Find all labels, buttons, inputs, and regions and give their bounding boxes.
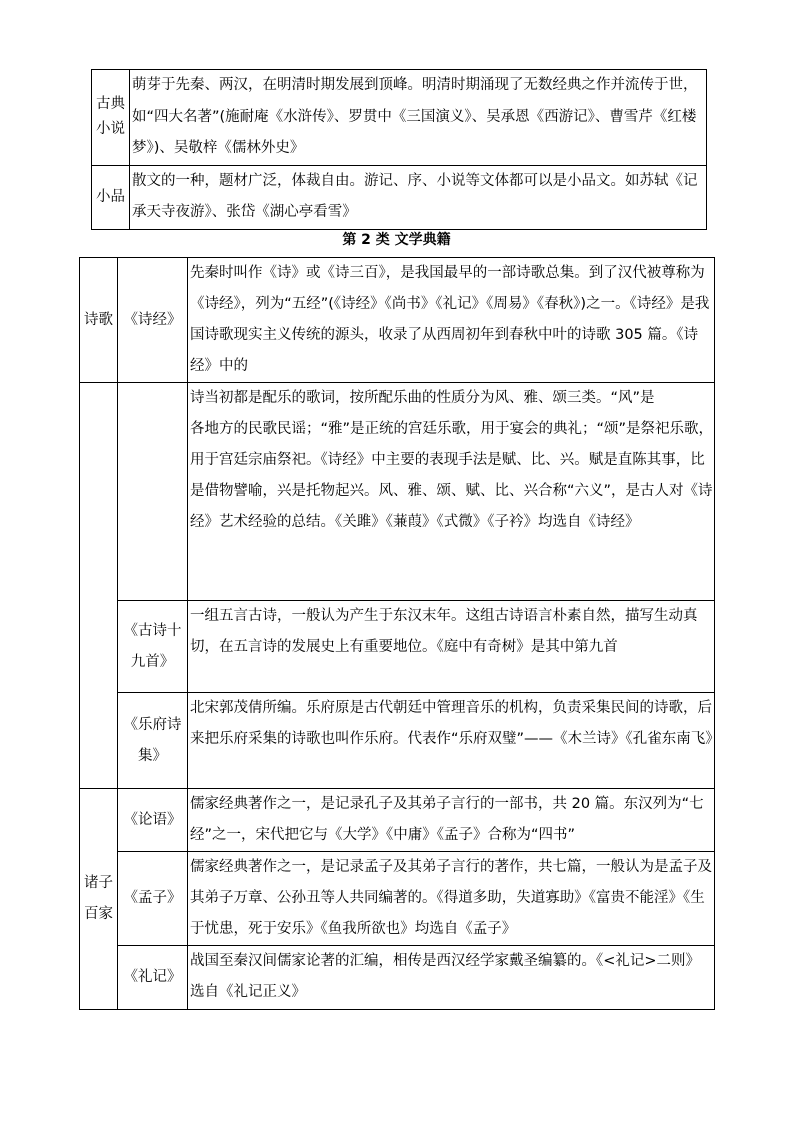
literary-classics-table — [79, 257, 720, 1010]
genre-label-xiaopin: 小品 — [92, 165, 130, 229]
book-description-gushi-shijiushou: 一组五言古诗，一般认为产生于东汉末年。这组古诗语言朴素自然，描写生动真切，在五言诗的发展史上有重要地位。《庭中有奇树》是其中第九首 — [188, 601, 715, 693]
literature-genre-table — [91, 69, 707, 230]
shijing-continued-text-1: 诗当初都是配乐的歌词，按所配乐曲的性质分为风、雅、颂三类。“风”是 — [190, 390, 655, 406]
table-row — [80, 383, 715, 601]
genre-description-gudian-xiaoshuo: 萌芽于先秦、两汉，在明清时期发展到顶峰。明清时期涌现了无数经典之作并流传于世，如“四大名著”(施耐庵《水浒传》、罗贯中《三国演义》、吴承恩《西游记》、曹雪芹《红楼梦》)、吴敬梓《儒林外史》 — [130, 70, 707, 166]
book-title-liji: 《礼记》 — [118, 946, 188, 1010]
category-zhuzi-baijia: 诸子百家 — [80, 789, 118, 1010]
table-row — [80, 693, 715, 789]
table-row — [80, 946, 715, 1010]
genre-description-xiaopin: 散文的一种，题材广泛，体裁自由。游记、序、小说等文体都可以是小品文。如苏轼《记承天寺夜游》、张岱《湖心亭看雪》 — [130, 165, 707, 229]
table-row — [80, 601, 715, 693]
table-row — [92, 165, 707, 229]
table-row — [80, 258, 715, 383]
book-description-shijing: 先秦时叫作《诗》或《诗三百》，是我国最早的一部诗歌总集。到了汉代被尊称为《诗经》，列为“五经”(《诗经》《尚书》《礼记》《周易》《春秋》)之一。《诗经》是我国诗歌现实主义传统的源头，收录了从西周初年到春秋中叶的诗歌 305 篇。《诗经》中的 — [188, 258, 715, 383]
book-title-gushi-shijiushou: 《古诗十九首》 — [118, 601, 188, 693]
section-heading: 第 2 类 文学典籍 — [342, 232, 451, 248]
book-description-mengzi: 儒家经典著作之一，是记录孟子及其弟子言行的著作，共七篇，一般认为是孟子及其弟子万章、公孙丑等人共同编著的。《得道多助，失道寡助》《富贵不能淫》《生于忧患，死于安乐》《鱼我所欲也》均选自《孟子》 — [188, 852, 715, 946]
genre-label-gudian-xiaoshuo: 古典小说 — [92, 70, 130, 166]
table-row — [80, 852, 715, 946]
book-description-shijing-continued — [188, 383, 715, 601]
category-poetry: 诗歌 — [80, 258, 118, 383]
book-title-yuefu-shiji: 《乐府诗集》 — [118, 693, 188, 789]
table-row — [80, 789, 715, 852]
table-row — [92, 70, 707, 166]
book-title-shijing: 《诗经》 — [118, 258, 188, 383]
book-title-mengzi: 《孟子》 — [118, 852, 188, 946]
book-description-lunyu: 儒家经典著作之一，是记录孔子及其弟子言行的一部书，共 20 篇。东汉列为“七经”之一，宋代把它与《大学》《中庸》《孟子》合称为“四书” — [188, 789, 715, 852]
book-description-liji: 战国至秦汉间儒家论著的汇编，相传是西汉经学家戴圣编纂的。《<礼记>二则》选自《礼记正义》 — [188, 946, 715, 1010]
book-title-lunyu: 《论语》 — [118, 789, 188, 852]
category-poetry-continued — [80, 383, 118, 789]
book-description-yuefu-shiji: 北宋郭茂倩所编。乐府原是古代朝廷中管理音乐的机构，负责采集民间的诗歌，后来把乐府采集的诗歌也叫作乐府。代表作“乐府双璧”——《木兰诗》《孔雀东南飞》 — [188, 693, 715, 789]
book-title-shijing-continued — [118, 383, 188, 601]
shijing-continued-text-2: 各地方的民歌民谣；“雅”是正统的宫廷乐歌，用于宴会的典礼；“颂”是祭祀乐歌，用于宫廷宗庙祭祀。《诗经》中主要的表现手法是赋、比、兴。赋是直陈其事，比是借物譬喻，兴是托物起兴。风、雅、颂、赋、比、兴合称“六义”，是古人对《诗经》艺术经验的总结。《关雎》《蒹葭》《式微》《子衿》均选自《诗经》 — [190, 421, 714, 530]
